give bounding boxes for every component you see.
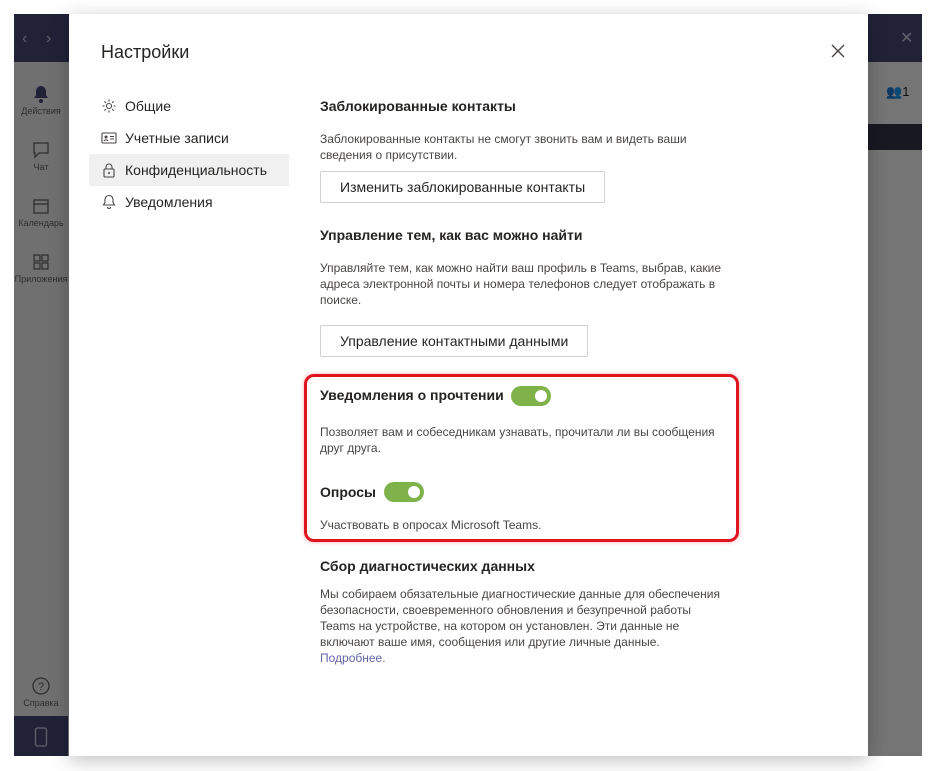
id-card-icon [101, 130, 117, 146]
nav-label: Учетные записи [125, 130, 229, 146]
surveys-toggle[interactable] [384, 482, 424, 502]
nav-label: Конфиденциальность [125, 162, 268, 178]
nav-item-general[interactable] [89, 90, 289, 122]
toggle-knob [408, 486, 420, 498]
settings-dialog [69, 14, 868, 756]
discoverability-title: Управление тем, как вас можно найти [320, 227, 583, 243]
lock-icon [101, 162, 117, 178]
learn-more-link[interactable]: Подробнее. [320, 651, 386, 665]
surveys-desc: Участвовать в опросах Microsoft Teams. [320, 518, 542, 532]
blocked-contacts-title: Заблокированные контакты [320, 98, 516, 114]
settings-nav [89, 90, 289, 218]
bell-icon [101, 194, 117, 210]
manage-contact-info-button[interactable]: Управление контактными данными [320, 325, 588, 357]
close-icon[interactable] [827, 40, 849, 62]
read-receipts-toggle[interactable] [511, 386, 551, 406]
diagnostics-text: Мы собираем обязательные диагностические данные для обеспечения безопасности, своевременного обновления и безупречной работы Teams на устройстве, на котором он установлен. Эти данные не включают ваше имя, сообщения или другие личные данные. [320, 587, 720, 649]
blocked-contacts-desc: Заблокированные контакты не смогут звонить вам и видеть ваши сведения о присутствии. [320, 132, 687, 162]
diagnostics-title: Сбор диагностических данных [320, 558, 535, 574]
edit-blocked-contacts-button[interactable]: Изменить заблокированные контакты [320, 171, 605, 203]
diagnostics-desc [320, 586, 722, 666]
discoverability-desc: Управляйте тем, как можно найти ваш профиль в Teams, выбрав, какие адреса электронной почты и номера телефонов следует отображать в поиске. [320, 261, 721, 307]
nav-item-privacy[interactable] [89, 154, 289, 186]
dialog-title: Настройки [101, 42, 190, 62]
toggle-knob [535, 390, 547, 402]
surveys-title: Опросы [320, 484, 377, 500]
read-receipts-desc: Позволяет вам и собеседникам узнавать, прочитали ли вы сообщения друг друга. [320, 425, 715, 455]
nav-item-notifications[interactable] [89, 186, 289, 218]
nav-label: Уведомления [125, 194, 213, 210]
read-receipts-title: Уведомления о прочтении [320, 387, 504, 403]
nav-item-accounts[interactable] [89, 122, 289, 154]
nav-label: Общие [125, 98, 172, 114]
gear-icon [101, 98, 117, 114]
